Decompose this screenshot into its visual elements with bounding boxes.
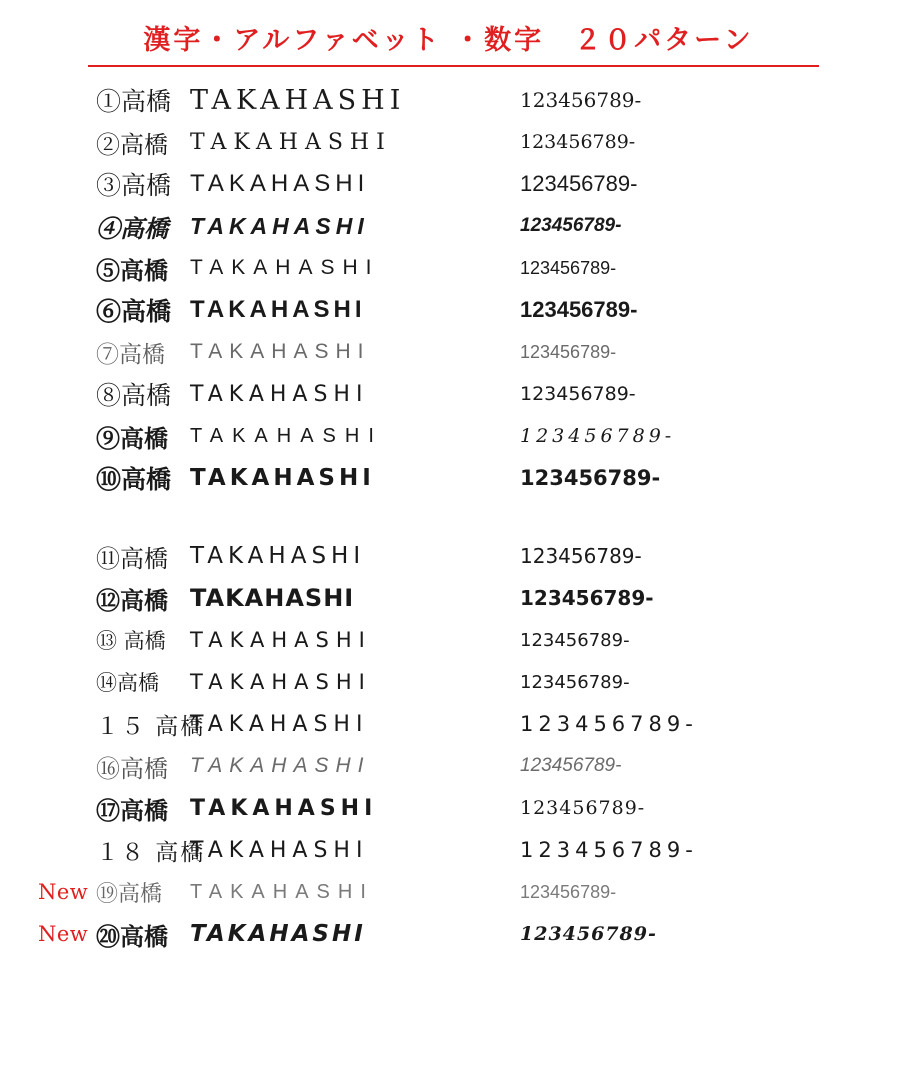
alphabet-sample: TAKAHASHI bbox=[190, 212, 369, 239]
kanji-sample: ⑨高橋 bbox=[96, 423, 168, 453]
alphabet-sample: TAKAHASHI bbox=[190, 795, 378, 821]
alphabet-sample: TAKAHASHI bbox=[190, 670, 372, 694]
number-sample: 123456789- bbox=[520, 257, 617, 278]
table-row bbox=[0, 289, 897, 331]
number-sample: 123456789- bbox=[520, 629, 630, 651]
alphabet-sample: TAKAHASHI bbox=[190, 754, 371, 777]
kanji-sample: ⑰高橋 bbox=[96, 795, 168, 825]
kanji-sample: ⑫高橋 bbox=[96, 585, 168, 615]
number-sample: 123456789- bbox=[520, 215, 622, 236]
kanji-sample: ⑬ 高橋 bbox=[96, 629, 166, 653]
number-sample: 123456789- bbox=[520, 671, 630, 693]
number-sample: 123456789- bbox=[520, 544, 642, 568]
alphabet-sample: TAKAHASHI bbox=[190, 837, 369, 863]
new-badge: New bbox=[38, 880, 89, 904]
number-sample: 123456789- bbox=[520, 383, 636, 405]
alphabet-sample: TAKAHASHI bbox=[190, 584, 355, 612]
number-sample: 123456789- bbox=[520, 297, 638, 322]
kanji-sample: ③高橋 bbox=[96, 173, 172, 200]
table-row bbox=[0, 577, 897, 619]
alphabet-sample: TAKAHASHI bbox=[190, 340, 371, 363]
page-title: 漢字・アルファベット ・数字 ２０パターン bbox=[143, 25, 754, 56]
kanji-sample: ⑯高橋 bbox=[96, 754, 168, 783]
alphabet-sample: TAKAHASHI bbox=[190, 465, 375, 491]
kanji-sample: ⑤高橋 bbox=[96, 255, 168, 285]
alphabet-sample: TAKAHASHI bbox=[190, 880, 374, 903]
number-sample: 123456789- bbox=[520, 341, 617, 362]
kanji-sample: １５ 高橋 bbox=[96, 713, 206, 740]
table-row bbox=[0, 205, 897, 247]
kanji-sample: ⑪高橋 bbox=[96, 544, 168, 573]
number-sample: 123456789- bbox=[520, 466, 661, 490]
table-row bbox=[0, 163, 897, 205]
table-row bbox=[0, 871, 897, 913]
number-sample: 123456789- bbox=[520, 171, 638, 196]
kanji-sample: ④高橋 bbox=[96, 213, 168, 243]
number-sample: 123456789- bbox=[520, 797, 646, 819]
table-row bbox=[0, 787, 897, 829]
kanji-sample: ⑭高橋 bbox=[96, 671, 159, 695]
alphabet-sample: TAKAHASHI bbox=[190, 424, 383, 447]
number-sample: 123456789- bbox=[520, 131, 636, 153]
alphabet-sample: TAKAHASHI bbox=[190, 628, 372, 652]
table-row bbox=[0, 619, 897, 661]
table-row bbox=[0, 913, 897, 955]
new-badge: New bbox=[38, 922, 89, 946]
alphabet-sample: TAKAHASHI bbox=[190, 296, 366, 323]
kanji-sample: ⑦高橋 bbox=[96, 341, 165, 367]
number-sample: 123456789- bbox=[520, 712, 698, 736]
table-row bbox=[0, 121, 897, 163]
table-row bbox=[0, 457, 897, 499]
alphabet-sample: TAKAHASHI bbox=[190, 84, 406, 116]
table-row bbox=[0, 373, 897, 415]
alphabet-sample: TAKAHASHI bbox=[190, 921, 366, 947]
alphabet-sample: TAKAHASHI bbox=[190, 129, 392, 155]
number-sample: 123456789- bbox=[520, 755, 622, 776]
number-sample: 123456789- bbox=[520, 881, 617, 902]
font-pattern-list bbox=[0, 73, 897, 955]
table-row bbox=[0, 79, 897, 121]
page-title-area bbox=[0, 0, 897, 73]
kanji-sample: ②高橋 bbox=[96, 130, 168, 159]
table-row bbox=[0, 535, 897, 577]
kanji-sample: ⑲高橋 bbox=[96, 881, 163, 907]
table-row bbox=[0, 745, 897, 787]
kanji-sample: ①高橋 bbox=[96, 87, 172, 116]
table-row bbox=[0, 661, 897, 703]
table-row bbox=[0, 829, 897, 871]
title-underline bbox=[88, 65, 819, 67]
table-row bbox=[0, 703, 897, 745]
number-sample: 123456789- bbox=[520, 923, 657, 945]
kanji-sample: ⑧高橋 bbox=[96, 381, 172, 410]
kanji-sample: ⑩高橋 bbox=[96, 465, 172, 494]
alphabet-sample: TAKAHASHI bbox=[190, 381, 369, 407]
alphabet-sample: TAKAHASHI bbox=[190, 711, 369, 737]
alphabet-sample: TAKAHASHI bbox=[190, 543, 366, 569]
table-row bbox=[0, 247, 897, 289]
kanji-sample: ⑳高橋 bbox=[96, 921, 168, 951]
table-row bbox=[0, 415, 897, 457]
number-sample: 123456789- bbox=[520, 88, 642, 112]
number-sample: 123456789- bbox=[520, 586, 654, 610]
kanji-sample: １８ 高橋 bbox=[96, 839, 206, 866]
kanji-sample: ⑥高橋 bbox=[96, 297, 172, 326]
table-row bbox=[0, 331, 897, 373]
number-sample: 123456789- bbox=[520, 838, 698, 862]
alphabet-sample: TAKAHASHI bbox=[190, 256, 380, 279]
group-separator bbox=[0, 499, 897, 535]
alphabet-sample: TAKAHASHI bbox=[190, 170, 370, 197]
number-sample: 123456789- bbox=[520, 425, 676, 447]
